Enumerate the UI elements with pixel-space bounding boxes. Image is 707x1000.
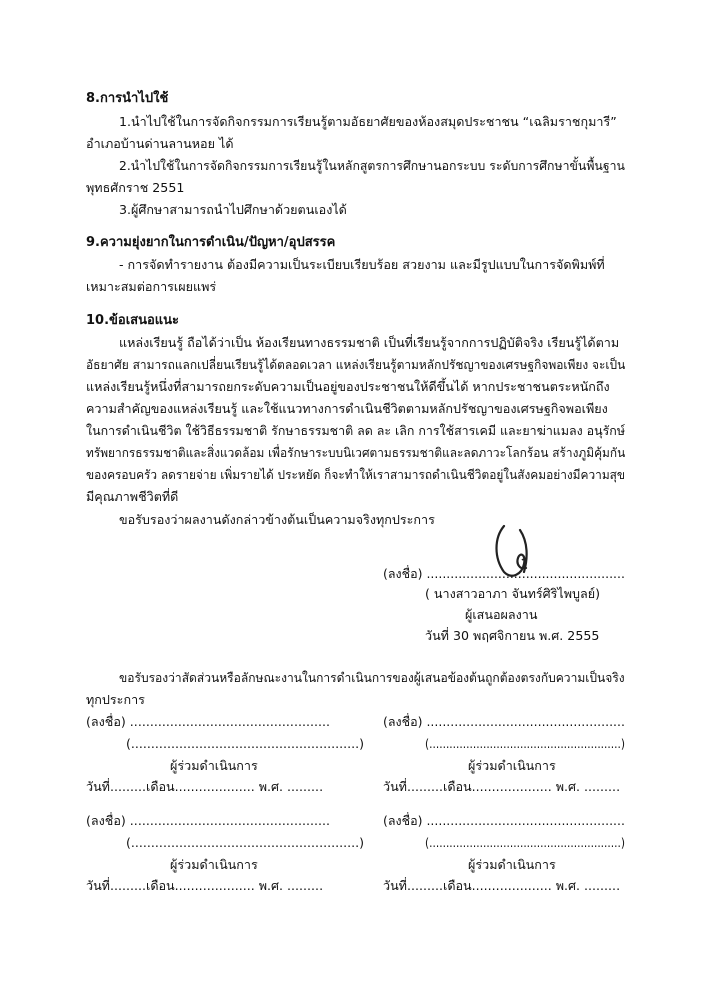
section-8-item3: 3.ผู้ศึกษาสามารถนำไปศึกษาด้วยตนเองได้ [119, 202, 347, 217]
co-certification-statement: ขอรับรองว่าสัดส่วนหรือลักษณะงานในการดำเนินการของผู้เสนอข้องต้นถูกต้องตรงกับความเป็นจริง [119, 670, 625, 685]
cosigner-role: ผู้ร่วมดำเนินการ [468, 857, 556, 872]
cosigner-role: ผู้ร่วมดำเนินการ [468, 758, 556, 773]
section-10-line: ความสำคัญของแหล่งเรียนรู้ และใช้แนวทางการดำเนินชีวิตตามหลักปรัชญาของเศรษฐกิจพอเพียง [86, 401, 608, 416]
section-8-item1-line1: 1.นำไปใช้ในการจัดกิจกรรมการเรียนรู้ตามอัธยาศัยของห้องสมุดประชาชน “เฉลิมราชกุมารี” [119, 114, 617, 129]
cosigner-sign-line: (ลงชื่อ) .................................................. [86, 813, 330, 828]
cosigner-date-line: วันที่.........เดือน.................... พ.ศ. ......... [86, 878, 324, 893]
co-certification-statement-end: ทุกประการ [86, 692, 145, 707]
cosigner-date-line: วันที่.........เดือน.................... พ.ศ. ......... [383, 878, 621, 893]
section-10-line: แหล่งเรียนรู้ ถือได้ว่าเป็น ห้องเรียนทางธรรมชาติ เป็นที่เรียนรู้จากการปฏิบัติจริง เรียนรู้ได้ตาม [119, 335, 620, 350]
section-8-heading: 8.การนำไปใช้ [86, 91, 169, 106]
signer-date: วันที่ 30 พฤศจิกายน พ.ศ. 2555 [425, 628, 600, 643]
cosigner-name-line: (.........................................................) [425, 835, 626, 850]
cosigner-role: ผู้ร่วมดำเนินการ [170, 857, 258, 872]
section-10-line: ในการดำเนินชีวิต ใช้วิธีธรรมชาติ รักษาธรรมชาติ ลด ละ เลิก การใช้สารเคมี และยาฆ่าแมลง อนุรักษ์ [86, 423, 626, 438]
section-10-line: อัธยาศัย สามารถแลกเปลี่ยนเรียนรู้ได้ตลอดเวลา แหล่งเรียนรู้ตามหลักปรัชญาของเศรษฐกิจพอเพียง จะเป็น [86, 357, 626, 372]
signer-sign-line: (ลงชื่อ) .................................................. [383, 566, 625, 581]
section-10-line: ทรัพยากรธรรมชาติและสิ่งแวดล้อม เพื่อรักษาระบบนิเวศตามธรรมชาติและลดภาวะโลกร้อน สร้างภูมิคุ้มกัน [86, 445, 626, 460]
cosigner-name-line: (.........................................................) [425, 736, 626, 751]
cosigner-name-line: (.........................................................) [126, 835, 365, 850]
cosigner-date-line: วันที่.........เดือน.................... พ.ศ. ......... [86, 779, 324, 794]
section-10-line: แหล่งเรียนรู้หนึ่งที่สามารถยกระดับความเป็นอยู่ของประชาชนให้ดีขึ้นได้ หากประชาชนตระหนักถึง [86, 379, 610, 394]
cosigner-sign-line: (ลงชื่อ) .................................................. [383, 714, 625, 729]
signer-name: ( นางสาวอาภา จันทร์ศิริไพบูลย์) [425, 586, 601, 601]
cosigner-date-line: วันที่.........เดือน.................... พ.ศ. ......... [383, 779, 621, 794]
cosigner-name-line: (.........................................................) [126, 736, 365, 751]
section-8-item2-line2: พุทธศักราช 2551 [86, 180, 185, 195]
section-9-heading: 9.ความยุ่งยากในการดำเนิน/ปัญหา/อุปสรรค [86, 235, 336, 250]
cosigner-sign-line: (ลงชื่อ) .................................................. [383, 813, 625, 828]
section-9-line2: เหมาะสมต่อการเผยแพร่ [86, 279, 217, 294]
section-10-line: ของครอบครัว ลดรายจ่าย เพิ่มรายได้ ประหยัด ก็จะทำให้เราสามารถดำเนินชีวิตอยู่ในสังคมอย่างมีความสุข [86, 467, 626, 482]
cosigner-sign-line: (ลงชื่อ) .................................................. [86, 714, 330, 729]
cosigner-role: ผู้ร่วมดำเนินการ [170, 758, 258, 773]
section-8-item1-line2: อำเภอบ้านด่านลานหอย ได้ [86, 136, 234, 151]
section-10-line: มีคุณภาพชีวิตที่ดี [86, 489, 179, 504]
section-9-line1: - การจัดทำรายงาน ต้องมีความเป็นระเบียบเรียบร้อย สวยงาม และมีรูปแบบในการจัดพิมพ์ที่ [119, 257, 605, 272]
signer-role: ผู้เสนอผลงาน [465, 607, 538, 622]
certification-statement: ขอรับรองว่าผลงานดังกล่าวข้างต้นเป็นความจริงทุกประการ [119, 512, 435, 527]
section-10-heading: 10.ข้อเสนอแนะ [86, 313, 180, 328]
section-8-item2-line1: 2.นำไปใช้ในการจัดกิจกรรมการเรียนรู้ในหลักสูตรการศึกษานอกระบบ ระดับการศึกษาขั้นพื้นฐาน [119, 158, 625, 173]
